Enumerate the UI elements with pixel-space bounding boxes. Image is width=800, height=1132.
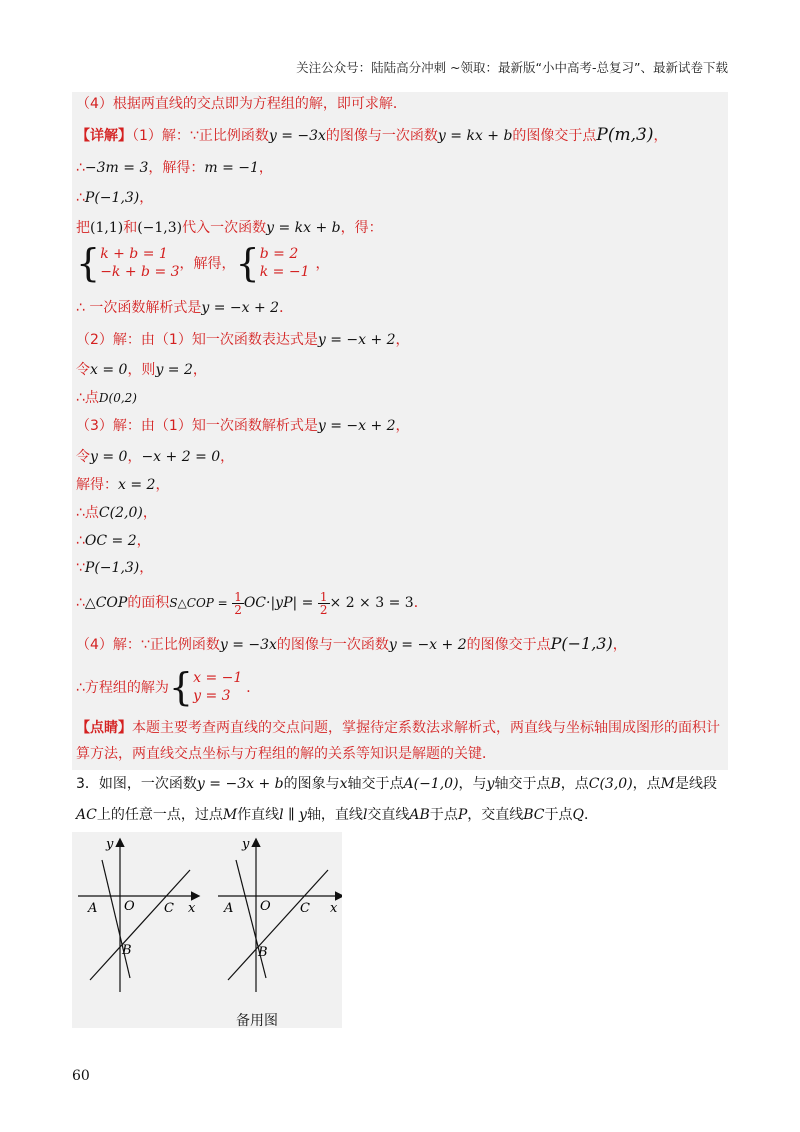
- solution-line-19: ∴方程组的解为{x = −1 y = 3 ．: [76, 665, 261, 709]
- figure-area: [72, 832, 342, 1028]
- solution-line-1: （4）根据两直线的交点即为方程组的解，即可求解．: [76, 96, 407, 112]
- label-y-1: y: [106, 837, 114, 852]
- solution-line-15: ∴OC = 2，: [76, 533, 151, 549]
- line-bc-1: [90, 870, 190, 980]
- coordinate-figures: [72, 832, 342, 1028]
- question-3-line-1: 3．如图，一次函数y = −3x + b的图象与x轴交于点A(−1,0)，与y轴交于点B，点C(3,0)，点M是线段: [76, 776, 717, 792]
- solution-line-14: ∴点C(2,0)，: [76, 505, 157, 521]
- solution-line-16: ∵P(−1,3)，: [76, 560, 154, 576]
- label-x-1: x: [188, 901, 196, 916]
- solution-line-17-area: ∴△COP的面积S△COP = $\frac{1}{2}$ OC·|yP| = $\frac{1}{2}$ × 2 × 3 = 3．: [76, 589, 428, 617]
- solution-line-21: 算方法，两直线交点坐标与方程组的解的关系等知识是解题的关键．: [76, 746, 496, 762]
- solution-line-9: 令x = 0，则y = 2，: [76, 362, 207, 378]
- line-ab-1: [102, 860, 130, 978]
- solution-line-13: 解得：x = 2，: [76, 477, 170, 493]
- solution-line-4: ∴P(−1,3)，: [76, 190, 154, 206]
- label-c-1: C: [164, 901, 174, 916]
- solution-line-18: （4）解：∵正比例函数y = −3x的图像与一次函数y = −x + 2的图像交于点P(−1,3)，: [76, 634, 627, 653]
- label-x-2: x: [330, 901, 338, 916]
- figure-2: [218, 837, 342, 992]
- line-ab-2: [236, 860, 266, 978]
- label-a-1: A: [88, 901, 98, 916]
- solution-line-10: ∴点D(0,2): [76, 390, 137, 406]
- solution-line-5: 把(1,1)和(−1,3)代入一次函数y = kx + b，得：: [76, 220, 383, 236]
- solution-line-11: （3）解：由（1）知一次函数解析式是y = −x + 2，: [76, 418, 410, 434]
- label-y-2: y: [242, 837, 250, 852]
- label-b-1: B: [122, 943, 132, 958]
- solution-line-12: 令y = 0，−x + 2 = 0，: [76, 449, 235, 465]
- question-3-line-2: AC上的任意一点，过点M作直线l ∥ y轴，直线l交直线AB于点P，交直线BC于点Q．: [76, 807, 598, 823]
- label-b-2: B: [258, 945, 268, 960]
- solution-line-3: ∴−3m = 3，解得：m = −1，: [76, 160, 273, 176]
- label-c-2: C: [300, 901, 310, 916]
- page-number: 60: [72, 1068, 90, 1084]
- page-header: 关注公众号：陆陆高分冲刺 ~领取：最新版“小中高考-总复习”、最新试卷下载: [296, 60, 728, 75]
- label-a-2: A: [224, 901, 234, 916]
- solution-line-2: 【详解】（1）解：∵正比例函数y = −3x的图像与一次函数y = kx + b的图像交于点P(m,3)，: [76, 125, 668, 145]
- solution-line-7: ∴ 一次函数解析式是y = −x + 2．: [76, 300, 294, 316]
- solution-line-20: 【点睛】本题主要考查两直线的交点问题，掌握待定系数法求解析式，两直线与坐标轴围成图形的面积计: [76, 720, 720, 736]
- figure-1: [78, 837, 198, 992]
- equation-system-line: {k + b = 1 −k + b = 3，解得，{b = 2 k = −1 ，: [76, 241, 330, 285]
- figure-caption: 备用图: [236, 1013, 278, 1029]
- label-o-1: O: [124, 899, 135, 914]
- label-o-2: O: [260, 899, 271, 914]
- solution-line-8: （2）解：由（1）知一次函数表达式是y = −x + 2，: [76, 332, 410, 348]
